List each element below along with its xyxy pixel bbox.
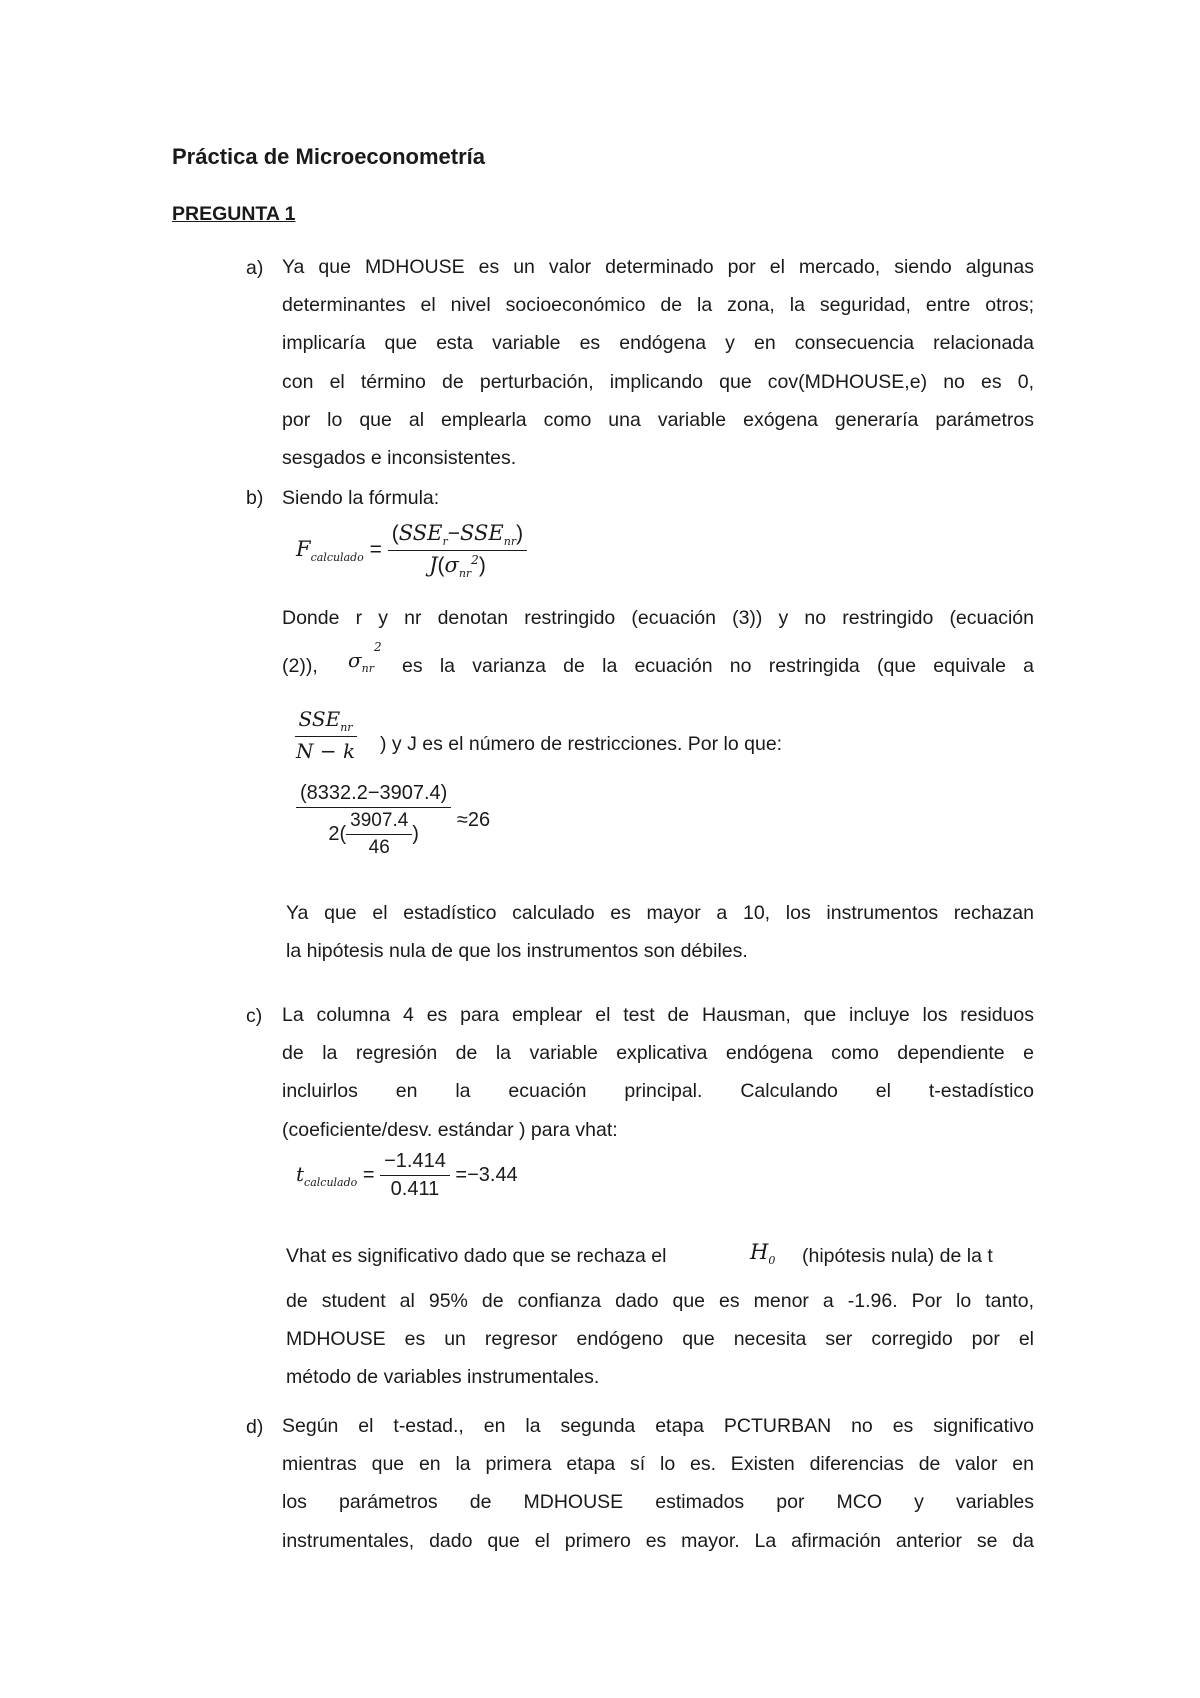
f-statistic-formula: $F_{calculado}$ = $\frac{(SSE_r-SSE_{nr})}{J(\sigma_{nr}^2)}$: [296, 521, 527, 580]
f-calculation: (8332.2−3907.4) 2( $\frac{3907.4}{46}$ ) ≈26: [296, 782, 490, 859]
item-b-where-line: Donde r y nr denotan restringido (ecuación (3)) y no restringido (ecuación: [282, 607, 1034, 629]
text-line: (coeficiente/desv. estándar ) para vhat:: [282, 1118, 618, 1141]
text-line: de student al 95% de confianza dado que es menor a -1.96. Por lo tanto,: [286, 1290, 1034, 1312]
item-c-conclusion: [286, 1282, 1034, 1397]
item-c-marker: c): [246, 1005, 263, 1027]
h0-symbol: $H_0$: [750, 1240, 776, 1268]
text-line: implicaría que esta variable es endógena y en consecuencia relacionada: [282, 332, 1034, 355]
text-line: MDHOUSE es un regresor endógeno que necesita ser corregido por el: [286, 1328, 1034, 1351]
text-line: la hipótesis nula de que los instrumentos son débiles.: [286, 940, 748, 963]
sse-ratio: $\frac{SSE_{nr}}{N - k}$: [296, 707, 356, 763]
text-line: mientras que en la primera etapa sí lo es. Existen diferencias de valor en: [282, 1453, 1034, 1476]
text-line: método de variables instrumentales.: [286, 1366, 600, 1389]
item-b-where-line2-end: es la varianza de la ecuación no restringida (que equivale a: [402, 655, 1034, 677]
item-c-paragraph: [282, 996, 1034, 1149]
item-b-conclusion: [286, 894, 1034, 970]
text-line: con el término de perturbación, implicando que cov(MDHOUSE,e) no es 0,: [282, 370, 1034, 393]
item-b-ratio-tail: ) y J es el número de restricciones. Por lo que:: [380, 733, 783, 755]
item-b-marker: b): [246, 487, 264, 509]
text-line: instrumentales, dado que el primero es mayor. La afirmación anterior se da: [282, 1529, 1034, 1552]
text-line: Según el t-estad., en la segunda etapa PCTURBAN no es significativo: [282, 1415, 1034, 1437]
item-b-where-line2-start: (2)),: [282, 655, 318, 677]
section-heading: PREGUNTA 1: [172, 203, 296, 225]
text-line: por lo que al emplearla como una variable exógena generaría parámetros: [282, 408, 1034, 431]
item-a-marker: a): [246, 257, 264, 279]
f-fraction: $\frac{(SSE_r-SSE_{nr})}{J(\sigma_{nr}^2)}$: [388, 521, 527, 580]
item-a-paragraph: [282, 248, 1034, 477]
t-statistic-formula: $t_{calculado}$ = $\frac{-1.414}{0.411}$ =−3.44: [296, 1150, 518, 1200]
text-line: sesgados e inconsistentes.: [282, 446, 517, 469]
text-line: Ya que el estadístico calculado es mayor a 10, los instrumentos rechazan: [286, 902, 1034, 924]
text-line: Ya que MDHOUSE es un valor determinado por el mercado, siendo algunas: [282, 256, 1034, 278]
text-line: La columna 4 es para emplear el test de Hausman, que incluye los residuos: [282, 1004, 1034, 1026]
item-c-conclusion-end: (hipótesis nula) de la t: [802, 1245, 993, 1267]
text-line: de la regresión de la variable explicativa endógena como dependiente e: [282, 1042, 1034, 1065]
text-line: los parámetros de MDHOUSE estimados por MCO y variables: [282, 1491, 1034, 1514]
item-d-paragraph: [282, 1407, 1034, 1560]
item-d-marker: d): [246, 1416, 264, 1438]
item-b-intro: Siendo la fórmula:: [282, 487, 440, 509]
sigma-nr-squared: $\sigma_{nr}^2$: [348, 640, 382, 675]
text-line: incluirlos en la ecuación principal. Calculando el t-estadístico: [282, 1080, 1034, 1103]
item-c-conclusion-start: Vhat es significativo dado que se rechaza el: [286, 1245, 667, 1267]
document-title: Práctica de Microeconometría: [172, 144, 486, 169]
text-line: determinantes el nivel socioeconómico de la zona, la seguridad, entre otros;: [282, 294, 1034, 317]
f-symbol: $F_{calculado}$: [296, 537, 364, 565]
